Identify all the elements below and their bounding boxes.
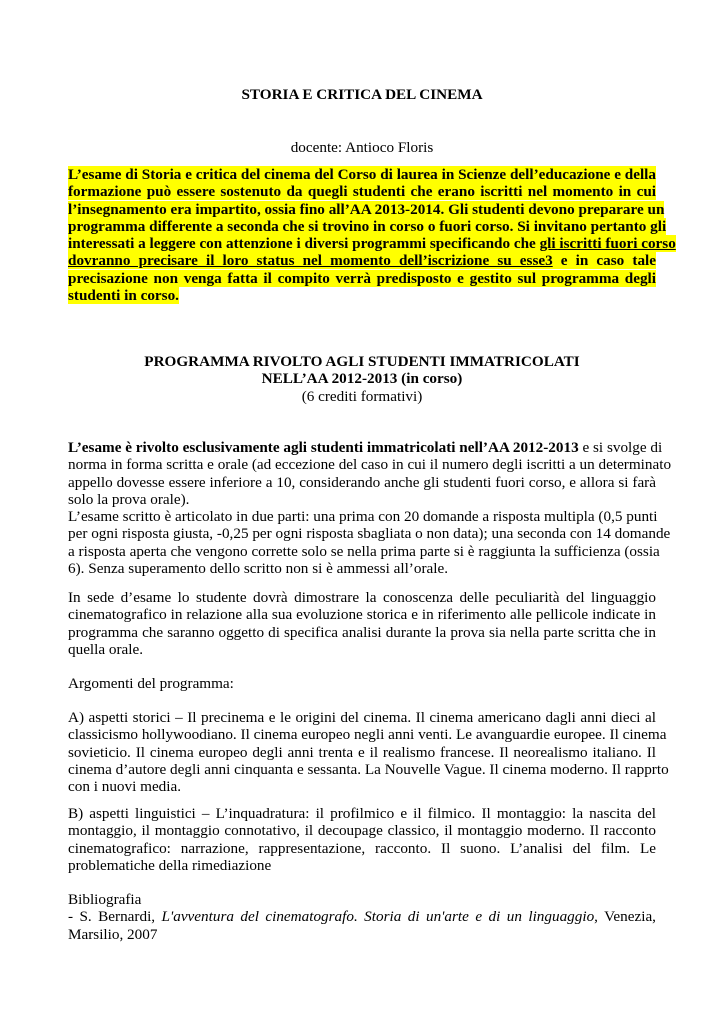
exam-line: a risposta aperta che vengono corrette solo se nella prima parte si è raggiunta la sufficienza (ossia	[68, 542, 660, 560]
exam-line: L’esame scritto è articolato in due parti: una prima con 20 domande a risposta multipla (0,5 punti	[68, 508, 658, 526]
exam-line: norma in forma scritta e orale (ad eccezione del caso in cui il numero degli iscritti a un determinato	[68, 456, 672, 474]
docente-line: docente: Antioco Floris	[290, 139, 434, 156]
exam-line: appello dovesse essere inferiore a 10, considerando anche gli studenti fuori corso, e allora si farà	[68, 473, 656, 491]
program-credits: (6 crediti formativi)	[301, 387, 423, 405]
exam-bold-intro: L’esame è rivolto esclusivamente agli studenti immatricolati nell’AA 2012-2013	[68, 439, 579, 456]
section-b-line: problematiche della rimediazione	[68, 856, 272, 874]
section-b-paragraph	[68, 805, 656, 874]
program-title-line: NELL’AA 2012-2013 (in corso)	[261, 370, 463, 388]
section-a-line: cinema d’autore degli anni cinquanta e sessanta. La Nouvelle Vague. Il cinema moderno. Il rapprto	[68, 760, 669, 778]
notice-line: studenti in corso.	[68, 287, 179, 305]
exam-line: per ogni risposta giusta, -0,25 per ogni risposta sbagliata o non data); una seconda con 14 domande	[68, 525, 671, 543]
section-b-line: cinematografico: narrazione, rappresentazione, racconto. Il suono. L’analisi del film. Le	[68, 839, 656, 857]
notice-underlined-text: gli iscritti fuori corso	[539, 235, 676, 253]
notice-line: interessati a leggere con attenzione i diversi programmi specificando che	[68, 235, 540, 253]
bibliografia-author: - S. Bernardi,	[68, 908, 162, 926]
section-a-paragraph	[68, 709, 669, 796]
notice-line: programma differente a seconda che si trovino in corso o fuori corso. Si invitano pertanto gli	[68, 217, 667, 235]
bibliografia-book-title: L'avventura del cinematografo. Storia di un'arte e di un linguaggio	[161, 908, 595, 926]
document-title: STORIA E CRITICA DEL CINEMA	[241, 86, 483, 103]
sede-paragraph	[68, 589, 656, 658]
section-b-line: montaggio, il montaggio connotativo, il decoupage classico, il montaggio moderno. Il racconto	[68, 822, 656, 840]
bibliografia-section	[68, 891, 656, 943]
exam-line: solo la prova orale).	[68, 490, 190, 508]
sede-line: cinematografico in relazione alla sua evoluzione storica e in riferimento alle pellicole indicate in	[68, 606, 656, 624]
notice-underlined-text: dovranno precisare il loro status nel momento dell’iscrizione su esse3	[68, 252, 553, 270]
notice-paragraph	[68, 166, 676, 305]
program-title-line: PROGRAMMA RIVOLTO AGLI STUDENTI IMMATRICOLATI	[144, 353, 580, 370]
notice-line: l’insegnamento era impartito, ossia fino all’AA 2013-2014. Gli studenti devono preparare un	[68, 200, 665, 218]
bibliografia-publisher: , Venezia,	[594, 908, 656, 926]
bibliografia-heading: Bibliografia	[68, 891, 142, 908]
exam-paragraph	[68, 439, 672, 578]
notice-line: precisazione non venga fatta il compito verrà predisposto e gestito sul programma degli	[68, 269, 656, 287]
section-a-line: A) aspetti storici – Il precinema e le origini del cinema. Il cinema americano dagli anni dieci al	[68, 709, 656, 726]
section-b-line: B) aspetti linguistici – L’inquadratura: il profilmico e il filmico. Il montaggio: la nascita del	[68, 805, 656, 822]
sede-line: quella orale.	[68, 640, 144, 658]
bibliografia-line: Marsilio, 2007	[68, 925, 158, 943]
notice-line: formazione può essere sostenuto da quegli studenti che erano iscritti nel momento in cui	[68, 183, 656, 201]
notice-line: L’esame di Storia e critica del cinema del Corso di laurea in Scienze dell’educazione e della	[68, 166, 656, 183]
notice-line: e in caso tale	[552, 252, 656, 270]
section-a-line: classicismo hollywoodiano. Il cinema europeo negli anni venti. Le avanguardie europee. Il cinema	[68, 726, 667, 744]
sede-line: programma che saranno oggetto di specifica analisi durante la prova sia nella parte scritta che in	[68, 623, 656, 641]
sede-line: In sede d’esame lo studente dovrà dimostrare la conoscenza delle peculiarità del linguaggio	[68, 589, 656, 606]
argomenti-heading: Argomenti del programma:	[68, 675, 234, 692]
program-heading	[68, 353, 656, 405]
section-a-line: con i nuovi media.	[68, 778, 182, 796]
exam-line: e si svolge di	[578, 439, 663, 456]
section-a-line: sovieticio. Il cinema europeo degli anni trenta e il realismo francese. Il neorealismo italiano. Il	[68, 743, 656, 761]
exam-line: 6). Senza superamento dello scritto non si è ammessi all’orale.	[68, 560, 448, 578]
